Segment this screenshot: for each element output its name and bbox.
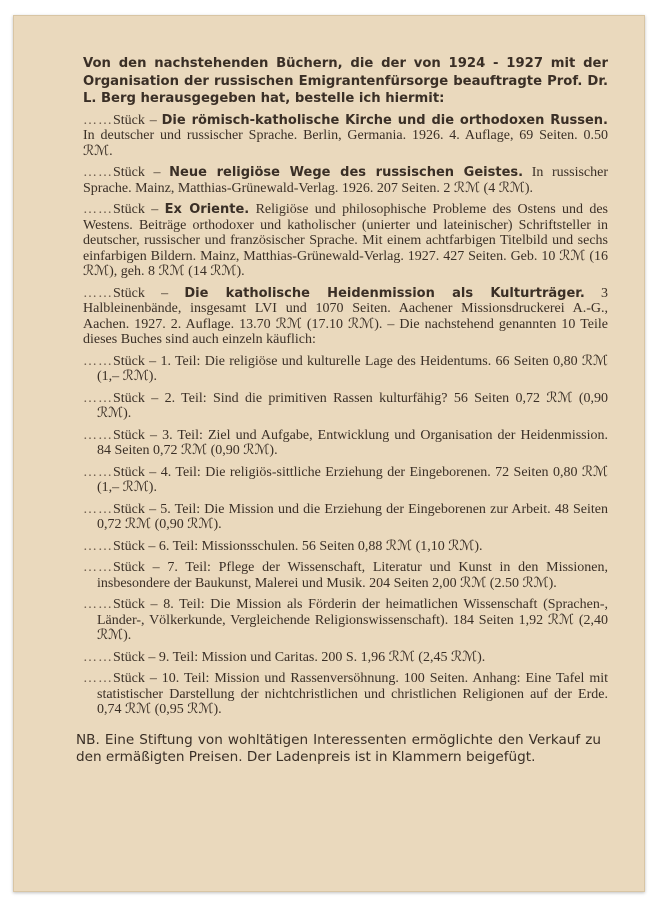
intro-paragraph: Von den nachstehenden Büchern, die der von 1924 - 1927 mit der Organisation der russischen Emigrantenfürsorge beauftragte Prof. Dr. L. Berg herausgegeben hat, bestelle ich hiermit: bbox=[83, 56, 608, 106]
book-entry-3 bbox=[83, 202, 608, 280]
part-text: Stück – 6. Teil: Missionsschulen. 56 Seiten 0,88 ℛℳ (1,10 ℛℳ). bbox=[113, 538, 483, 554]
entry-prefix: Stück – bbox=[113, 285, 185, 301]
blank-line: …… bbox=[83, 538, 113, 554]
part-text: Stück – 1. Teil: Die religiöse und kulturelle Lage des Heidentums. 66 Seiten 0,80 ℛℳ (1,– ℛℳ). bbox=[97, 353, 608, 384]
book-entry-1 bbox=[83, 113, 608, 160]
book-details: In russischer Sprache. Mainz, Matthias-Grünewald-Verlag. 1926. 207 Seiten. 2 ℛℳ (4 ℛℳ). bbox=[83, 165, 609, 196]
book-entry-2 bbox=[83, 165, 608, 196]
part-text: Stück – 4. Teil: Die religiös-sittliche Erziehung der Eingeborenen. 72 Seiten 0,80 ℛℳ (1,– ℛℳ). bbox=[97, 464, 608, 495]
document-body bbox=[76, 55, 609, 780]
part-entry-6 bbox=[83, 539, 608, 555]
book-title: Die römisch-katholische Kirche und die orthodoxen Russen. bbox=[161, 112, 608, 128]
part-entry-1 bbox=[83, 354, 608, 385]
book-entry-4 bbox=[83, 286, 608, 348]
blank-line: …… bbox=[83, 501, 113, 517]
blank-line: …… bbox=[83, 560, 113, 575]
blank-line: …… bbox=[83, 597, 113, 612]
blank-line: …… bbox=[83, 112, 113, 128]
book-details: In deutscher und russischer Sprache. Berlin, Germania. 1926. 4. Auflage, 69 Seiten. 0.50 ℛℳ. bbox=[83, 128, 608, 159]
part-text: Stück – 5. Teil: Die Mission und die Erziehung der Eingeborenen zur Arbeit. 48 Seiten 0,72 ℛℳ (0,90 ℛℳ). bbox=[97, 501, 608, 532]
part-text: Stück – 7. Teil: Pflege der Wissenschaft, Literatur und Kunst in den Missionen, insbesondere der Baukunst, Malerei und Musik. 204 Seiten 2,00 ℛℳ (2.50 ℛℳ). bbox=[97, 560, 608, 591]
part-entry-10 bbox=[83, 671, 608, 718]
part-text: Stück – 10. Teil: Mission und Rassenversöhnung. 100 Seiten. Anhang: Eine Tafel mit statistischer Darstellung der nichtchristlichen und christlichen Religionen auf der Erde. 0,74 ℛℳ (0,95 ℛℳ). bbox=[97, 671, 608, 717]
blank-line: …… bbox=[83, 464, 113, 480]
blank-line: …… bbox=[83, 649, 113, 665]
entry-prefix: Stück – bbox=[113, 112, 162, 128]
part-entry-9 bbox=[83, 650, 608, 666]
part-entry-5 bbox=[83, 502, 608, 533]
blank-line: …… bbox=[83, 165, 113, 180]
part-entry-7 bbox=[83, 560, 608, 591]
part-text: Stück – 9. Teil: Mission und Caritas. 200 S. 1,96 ℛℳ (2,45 ℛℳ). bbox=[113, 649, 486, 665]
part-entry-2 bbox=[83, 391, 608, 422]
part-text: Stück – 8. Teil: Die Mission als Förderin der heimatlichen Wissenschaft (Sprachen-, Länder-, Völkerkunde, Vergleichende Religionswissenschaft). 184 Seiten 1,92 ℛℳ (2,40 ℛℳ). bbox=[97, 597, 608, 643]
blank-line: …… bbox=[83, 285, 113, 301]
part-entry-3 bbox=[83, 428, 608, 459]
entry-prefix: Stück – bbox=[113, 202, 165, 217]
blank-line: …… bbox=[83, 390, 113, 406]
entry-prefix: Stück – bbox=[113, 165, 170, 180]
book-details: Religiöse und philosophische Probleme des Ostens und des Westens. Beiträge orthodoxer und katholischer (unierter und lateinischer) Schriftsteller in deutscher, russischer und französischer Sprache. Mit einem achtfarbigen Titelbild und sechs einfarbigen Bildern. Mainz, Matthias-Grünewald-Verlag. 1927. 427 Seiten. Geb. 10 ℛℳ (16 ℛℳ), geh. 8 ℛℳ (14 ℛℳ). bbox=[83, 202, 609, 279]
blank-line: …… bbox=[83, 671, 113, 686]
part-entry-4 bbox=[83, 465, 608, 496]
part-entry-8 bbox=[83, 597, 608, 644]
part-text: Stück – 3. Teil: Ziel und Aufgabe, Entwicklung und Organisation der Heidenmission. 84 Seiten 0,72 ℛℳ (0,90 ℛℳ). bbox=[97, 427, 608, 458]
book-title: Ex Oriente. bbox=[164, 202, 250, 217]
part-text: Stück – 2. Teil: Sind die primitiven Rassen kulturfähig? 56 Seiten 0,72 ℛℳ (0,90 ℛℳ). bbox=[97, 390, 608, 421]
book-title: Neue religiöse Wege des russischen Geistes. bbox=[169, 165, 524, 180]
blank-line: …… bbox=[83, 427, 113, 443]
book-details: 3 Halbleinenbände, insgesamt LVI und 1070 Seiten. Aachener Missionsdruckerei A.-G., Aachen. 1927. 2. Auflage. 13.70 ℛℳ (17.10 ℛℳ). – Die nachstehend genannten 10 Teile dieses Buches sind auch einzeln käuflich: bbox=[83, 285, 609, 347]
blank-line: …… bbox=[83, 353, 113, 369]
order-form-card bbox=[13, 15, 645, 892]
footnote: NB. Eine Stiftung von wohltätigen Interessenten ermöglichte den Verkauf zu den ermäßigten Preisen. Der Ladenpreis ist in Klammern beigefügt. bbox=[76, 731, 601, 765]
book-title: Die katholische Heidenmission als Kulturträger. bbox=[184, 285, 585, 301]
blank-line: …… bbox=[83, 202, 113, 217]
